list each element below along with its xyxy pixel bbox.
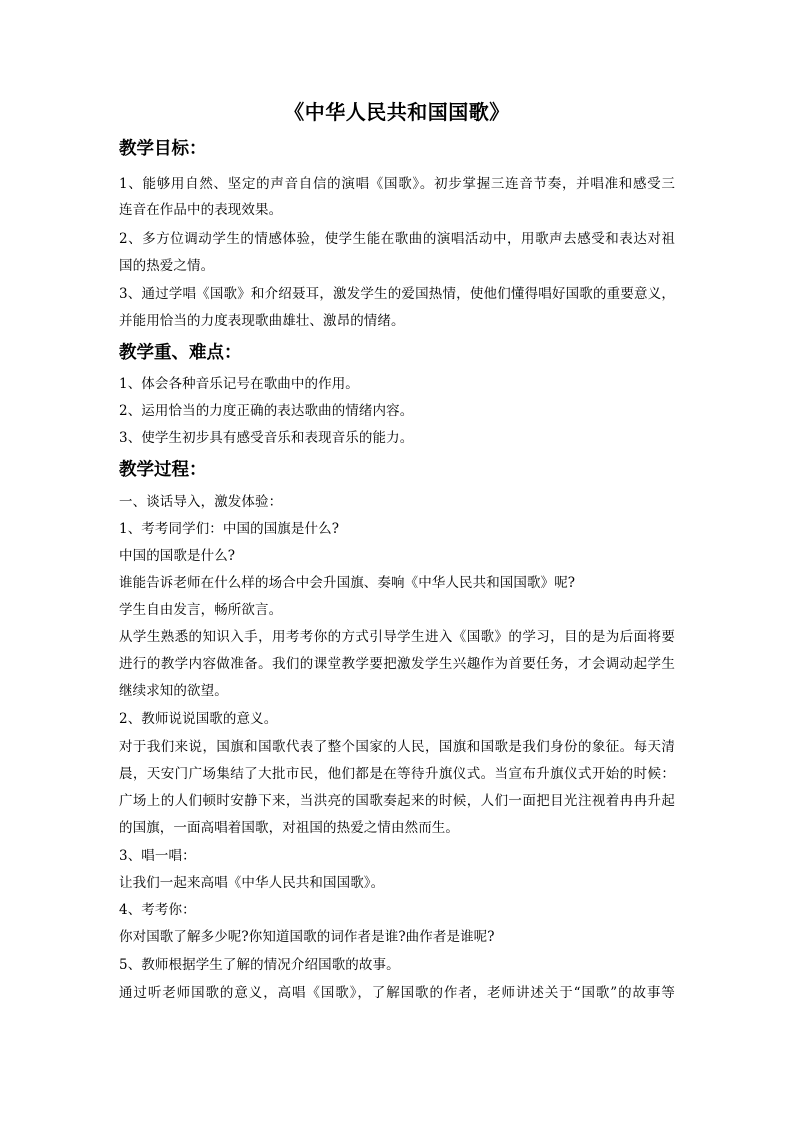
process-line-8: 继续求知的欲望。 <box>119 683 228 699</box>
process-line-3: 中国的国歌是什么? <box>119 548 236 564</box>
process-line-14: 3、唱一唱： <box>119 848 196 864</box>
key-points-line-1: 1、体会各种音乐记号在歌曲中的作用。 <box>119 376 359 392</box>
process-line-6: 从学生熟悉的知识入手，用考考你的方式引导学生进入《国歌》的学习，目的是为后面将要 <box>119 629 675 645</box>
heading-teaching-goals: 教学目标： <box>119 139 207 159</box>
process-line-7: 进行的教学内容做准备。我们的课堂教学要把激发学生兴趣作为首要任务，才会调动起学生 <box>119 656 675 672</box>
process-line-10: 对于我们来说，国旗和国歌代表了整个国家的人民，国旗和国歌是我们身份的象征。每天清 <box>119 739 675 755</box>
key-points-line-2: 2、运用恰当的力度正确的表达歌曲的情绪内容。 <box>119 403 414 419</box>
process-line-1: 一、谈话导入，激发体验： <box>119 494 283 510</box>
goals-line-4: 国的热爱之情。 <box>119 258 215 274</box>
key-points-line-3: 3、使学生初步具有感受音乐和表现音乐的能力。 <box>119 430 414 446</box>
goals-line-5: 3、通过学唱《国歌》和介绍聂耳，激发学生的爱国热情，使他们懂得唱好国歌的重要意义， <box>119 286 675 302</box>
process-line-9: 2、教师说说国歌的意义。 <box>119 711 278 727</box>
process-line-5: 学生自由发言，畅所欲言。 <box>119 602 283 618</box>
heading-key-points: 教学重、难点： <box>119 343 242 363</box>
process-line-2: 1、考考同学们：中国的国旗是什么? <box>119 521 340 537</box>
process-line-13: 的国旗，一面高唱着国歌，对祖国的热爱之情由然而生。 <box>119 820 459 836</box>
process-line-15: 让我们一起来高唱《中华人民共和国国歌》。 <box>119 875 385 891</box>
goals-line-2: 连音在作品中的表现效果。 <box>119 202 283 218</box>
document-title: 《中华人民共和国国歌》 <box>284 100 510 124</box>
process-line-18: 5、教师根据学生了解的情况介绍国歌的故事。 <box>119 957 400 973</box>
heading-teaching-process: 教学过程： <box>119 460 207 480</box>
process-line-4: 谁能告诉老师在什么样的场合中会升国旗、奏响《中华人民共和国国歌》呢? <box>119 575 576 591</box>
process-line-17: 你对国歌了解多少呢?你知道国歌的词作者是谁?曲作者是谁呢? <box>119 929 495 945</box>
process-line-16: 4、考考你： <box>119 902 196 918</box>
goals-line-1: 1、能够用自然、坚定的声音自信的演唱《国歌》。初步掌握三连音节奏，并唱准和感受三 <box>119 176 675 192</box>
process-line-12: 广场上的人们顿时安静下来，当洪亮的国歌奏起来的时候，人们一面把目光注视着冉冉升起 <box>119 793 675 809</box>
process-line-19: 通过听老师国歌的意义，高唱《国歌》，了解国歌的作者，老师讲述关于“国歌”的故事等 <box>119 985 675 1001</box>
goals-line-3: 2、多方位调动学生的情感体验，使学生能在歌曲的演唱活动中，用歌声去感受和表达对祖 <box>119 231 675 247</box>
process-line-11: 晨，天安门广场集结了大批市民，他们都是在等待升旗仪式。当宣布升旗仪式开始的时候： <box>119 766 675 782</box>
goals-line-6: 并能用恰当的力度表现歌曲雄壮、激昂的情绪。 <box>119 313 405 329</box>
